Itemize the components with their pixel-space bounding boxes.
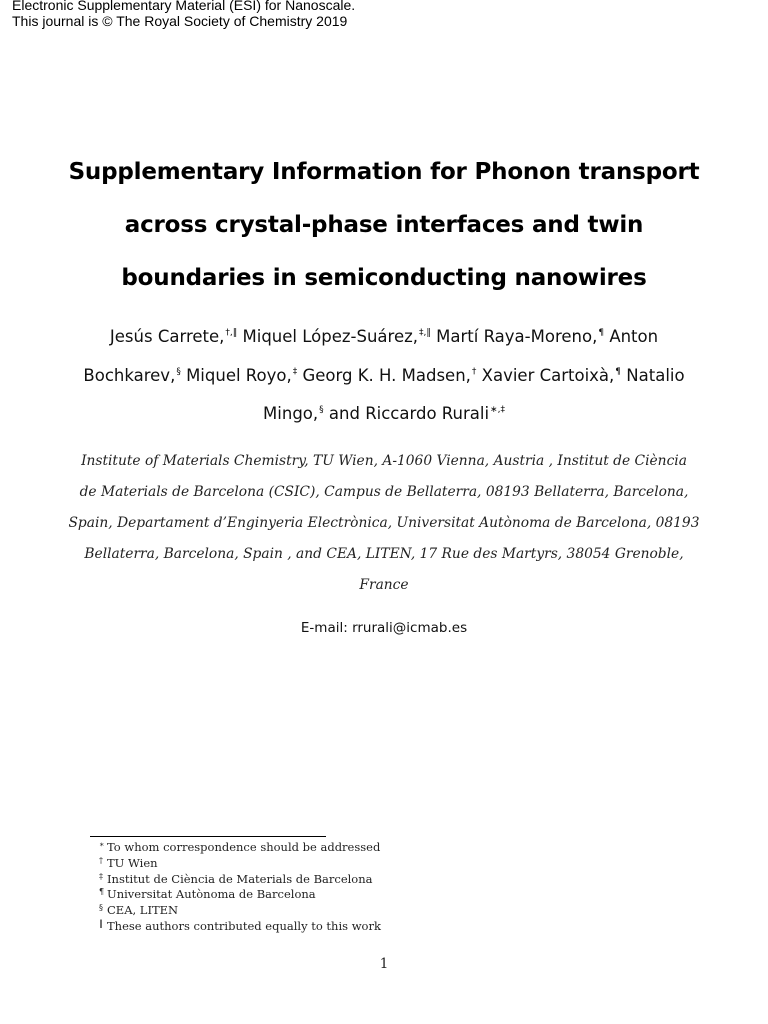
author-affiliation-mark: † <box>471 366 477 377</box>
title-line: across crystal-phase interfaces and twin <box>124 212 644 238</box>
author-name: Natalio <box>626 365 685 385</box>
affiliation-line: France <box>359 577 409 593</box>
footnote <box>99 887 381 903</box>
footnote-text: These authors contributed equally to this work <box>107 918 381 933</box>
author-name: Miquel Royo, <box>186 365 292 385</box>
author-name: Bochkarev, <box>83 365 176 385</box>
author-name: Martí Raya-Moreno, <box>436 327 598 346</box>
footnotes <box>99 840 381 935</box>
email-address: rrurali@icmab.es <box>352 620 468 636</box>
footnote-mark: ‖ <box>99 918 103 928</box>
affiliation-line: de Materials de Barcelona (CSIC), Campus de Bellaterra, 08193 Bellaterra, Barcelona, <box>79 484 689 500</box>
title-line: boundaries in semiconducting nanowires <box>121 265 647 291</box>
affiliation-block <box>40 446 728 601</box>
footnote-text: Institut de Ciència de Materials de Barcelona <box>107 871 373 886</box>
author-line <box>40 395 728 434</box>
footnote <box>99 918 381 935</box>
footnote-mark: ∗ <box>99 840 105 849</box>
affiliation-line: Spain, Departament d’Enginyeria Electrònica, Universitat Autònoma de Barcelona, 08193 <box>68 515 700 531</box>
author-name: Xavier Cartoixà, <box>481 365 615 385</box>
footnote <box>99 855 381 872</box>
author-name: Mingo, <box>263 404 319 423</box>
email-label: E-mail: <box>300 620 348 636</box>
page-number: 1 <box>379 956 389 972</box>
footnote-text: TU Wien <box>107 855 158 870</box>
footnote-mark: ¶ <box>99 887 105 897</box>
footnote-text: CEA, LITEN <box>107 903 179 918</box>
title-line: Supplementary Information for Phonon transport <box>68 159 700 185</box>
footnote-text: To whom correspondence should be addressed <box>107 840 381 854</box>
paper-title <box>40 146 728 305</box>
footnote-mark: † <box>99 855 103 865</box>
email-line <box>40 620 728 636</box>
author-affiliation-mark: ‡ <box>292 366 298 377</box>
affiliation-line: Bellaterra, Barcelona, Spain , and CEA, LITEN, 17 Rue des Martyrs, 38054 Grenoble, <box>84 546 684 562</box>
footnote-mark: ‡ <box>99 871 103 881</box>
footnote <box>99 903 381 919</box>
author-list <box>40 318 728 434</box>
esi-header <box>12 0 355 29</box>
author-line <box>40 318 728 357</box>
author-name: Miquel López-Suárez, <box>242 327 419 346</box>
esi-header-line: This journal is © The Royal Society of Chemistry 2019 <box>12 13 348 29</box>
footnote <box>99 871 381 888</box>
author-name: Jesús Carrete, <box>109 327 225 346</box>
author-conjunction: and <box>328 404 360 423</box>
author-name: Riccardo Rurali <box>365 404 490 423</box>
affiliation-line: Institute of Materials Chemistry, TU Wien, A-1060 Vienna, Austria , Institut de Ciència <box>81 453 687 469</box>
author-affiliation-mark: § <box>319 405 324 415</box>
author-affiliation-mark: ‡,‖ <box>419 328 431 338</box>
footnote-mark: § <box>99 903 103 913</box>
author-affiliation-mark: ¶ <box>598 328 605 338</box>
author-line <box>40 357 728 396</box>
footnote <box>99 840 381 856</box>
author-name: Georg K. H. Madsen, <box>302 365 471 385</box>
footnote-rule <box>90 836 326 837</box>
author-affiliation-mark: § <box>176 366 181 377</box>
author-affiliation-mark: ∗,‡ <box>490 405 505 415</box>
footnote-text: Universitat Autònoma de Barcelona <box>107 887 316 902</box>
author-name: Anton <box>609 327 659 346</box>
author-affiliation-mark: ¶ <box>615 366 622 377</box>
author-affiliation-mark: †,‖ <box>225 328 238 338</box>
esi-header-line: Electronic Supplementary Material (ESI) for Nanoscale. <box>12 0 356 13</box>
